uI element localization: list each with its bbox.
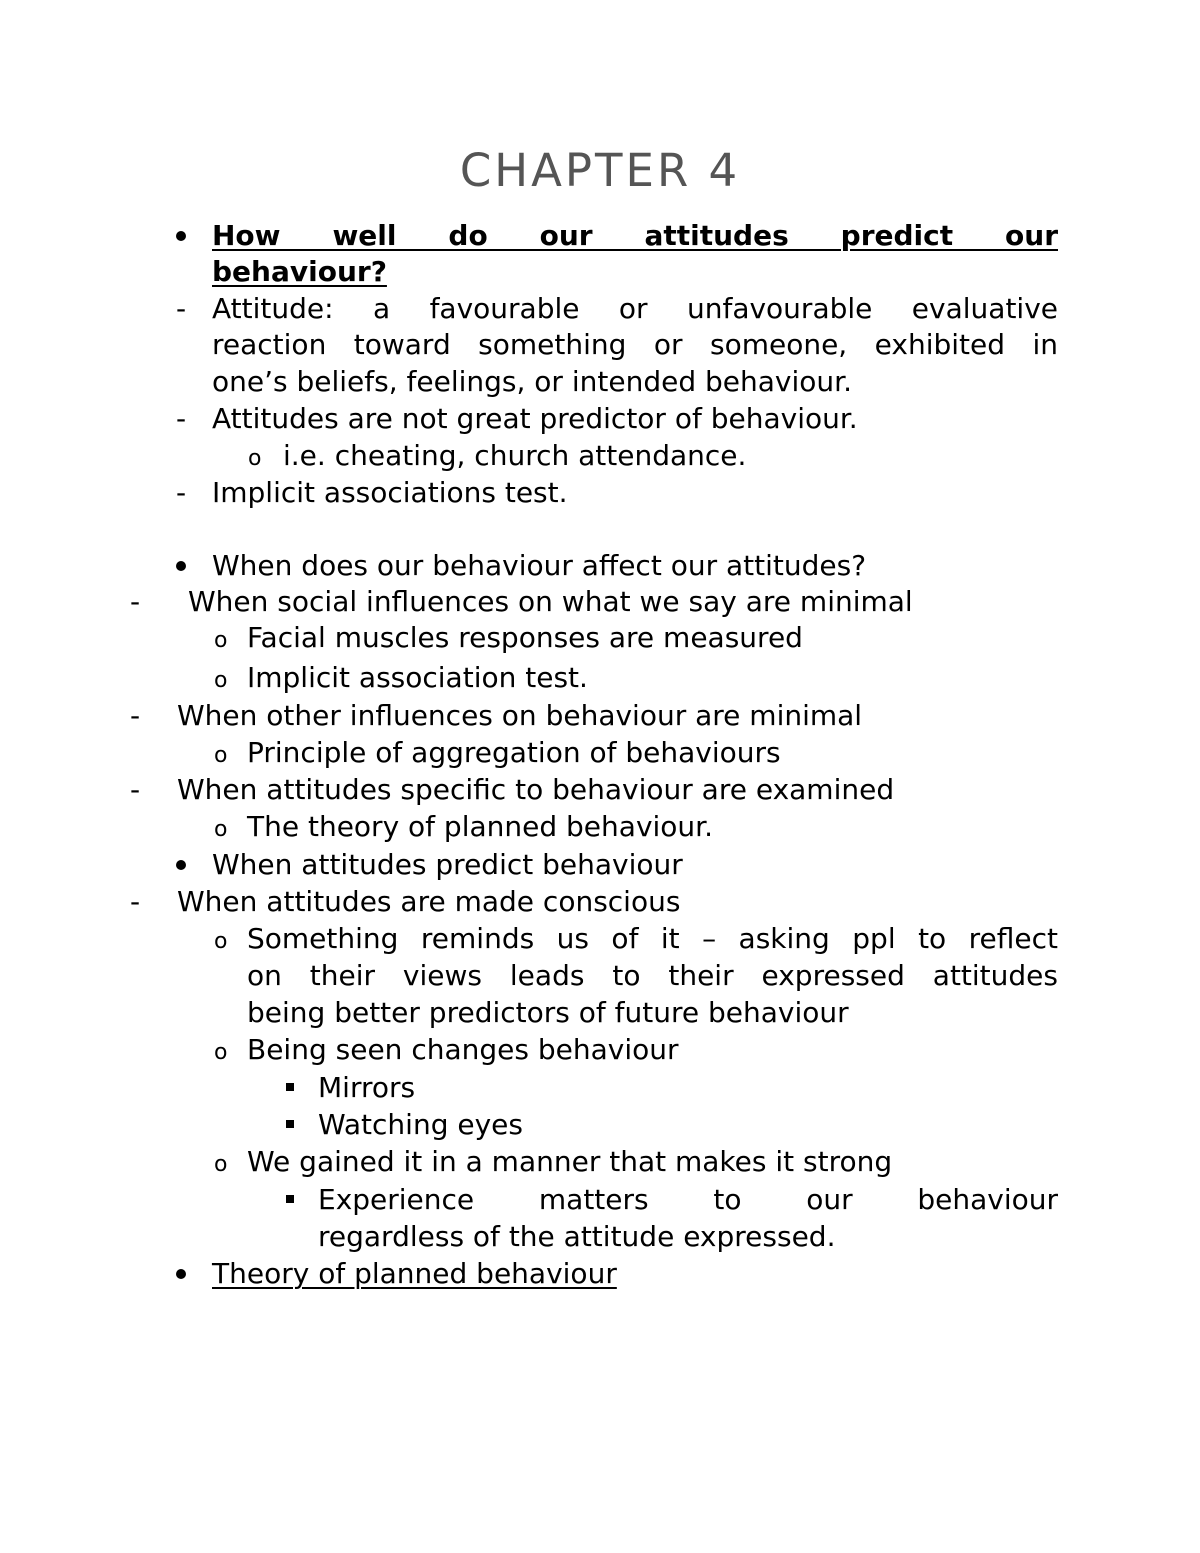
section-heading: When does our behaviour affect our attitudes?: [212, 549, 867, 582]
circle-bullet-icon: o: [214, 929, 228, 954]
circle-bullet-icon: o: [214, 668, 228, 693]
list-item-text: The theory of planned behaviour.: [247, 810, 714, 843]
bullet-icon: [176, 1269, 186, 1279]
list-item-text: Something reminds us of it – asking ppl to reflect: [247, 922, 1058, 955]
dash-icon: -: [176, 402, 187, 435]
list-item-text: When other influences on behaviour are minimal: [177, 699, 863, 732]
list-item-text: being better predictors of future behaviour: [247, 996, 849, 1029]
list-item-text: We gained it in a manner that makes it strong: [247, 1145, 893, 1178]
list-item-text: Experience matters to our behaviour: [318, 1183, 1058, 1216]
list-item-text: Watching eyes: [318, 1108, 523, 1141]
list-item-text: Attitudes are not great predictor of behaviour.: [212, 402, 858, 435]
list-item-text: Principle of aggregation of behaviours: [247, 736, 781, 769]
dash-icon: -: [176, 476, 187, 509]
dash-icon: -: [176, 292, 187, 325]
list-item-text: Being seen changes behaviour: [247, 1033, 679, 1066]
bullet-icon: [176, 231, 186, 241]
dash-icon: -: [130, 885, 141, 918]
circle-bullet-icon: o: [214, 1152, 228, 1177]
dash-icon: -: [130, 773, 141, 806]
section-heading-continued: behaviour?: [212, 255, 387, 288]
list-item-text: one’s beliefs, feelings, or intended behaviour.: [212, 365, 852, 398]
list-item-text: i.e. cheating, church attendance.: [283, 439, 747, 472]
list-item-text: on their views leads to their expressed attitudes: [247, 959, 1058, 992]
list-item-text: regardless of the attitude expressed.: [318, 1220, 836, 1253]
list-item-text: When attitudes are made conscious: [177, 885, 681, 918]
circle-bullet-icon: o: [248, 446, 262, 471]
list-item-text: When attitudes specific to behaviour are examined: [177, 773, 895, 806]
list-item-text: When social influences on what we say are minimal: [188, 585, 913, 618]
circle-bullet-icon: o: [214, 1040, 228, 1065]
section-heading: Theory of planned behaviour: [212, 1257, 617, 1290]
page-title: CHAPTER 4: [459, 144, 741, 197]
list-item-text: Implicit associations test.: [212, 476, 568, 509]
bullet-icon: [176, 860, 186, 870]
list-item-text: Attitude: a favourable or unfavourable evaluative: [212, 292, 1058, 325]
list-item-text: Mirrors: [318, 1071, 416, 1104]
square-bullet-icon: [286, 1195, 294, 1203]
section-heading: When attitudes predict behaviour: [212, 848, 683, 881]
list-item-text: reaction toward something or someone, exhibited in: [212, 328, 1058, 361]
bullet-icon: [176, 561, 186, 571]
list-item-text: Facial muscles responses are measured: [247, 621, 803, 654]
circle-bullet-icon: o: [214, 743, 228, 768]
dash-icon: -: [130, 585, 141, 618]
square-bullet-icon: [286, 1120, 294, 1128]
square-bullet-icon: [286, 1083, 294, 1091]
dash-icon: -: [130, 699, 141, 732]
circle-bullet-icon: o: [214, 817, 228, 842]
circle-bullet-icon: o: [214, 628, 228, 653]
section-heading: How well do our attitudes predict our: [212, 219, 1058, 252]
list-item-text: Implicit association test.: [247, 661, 588, 694]
